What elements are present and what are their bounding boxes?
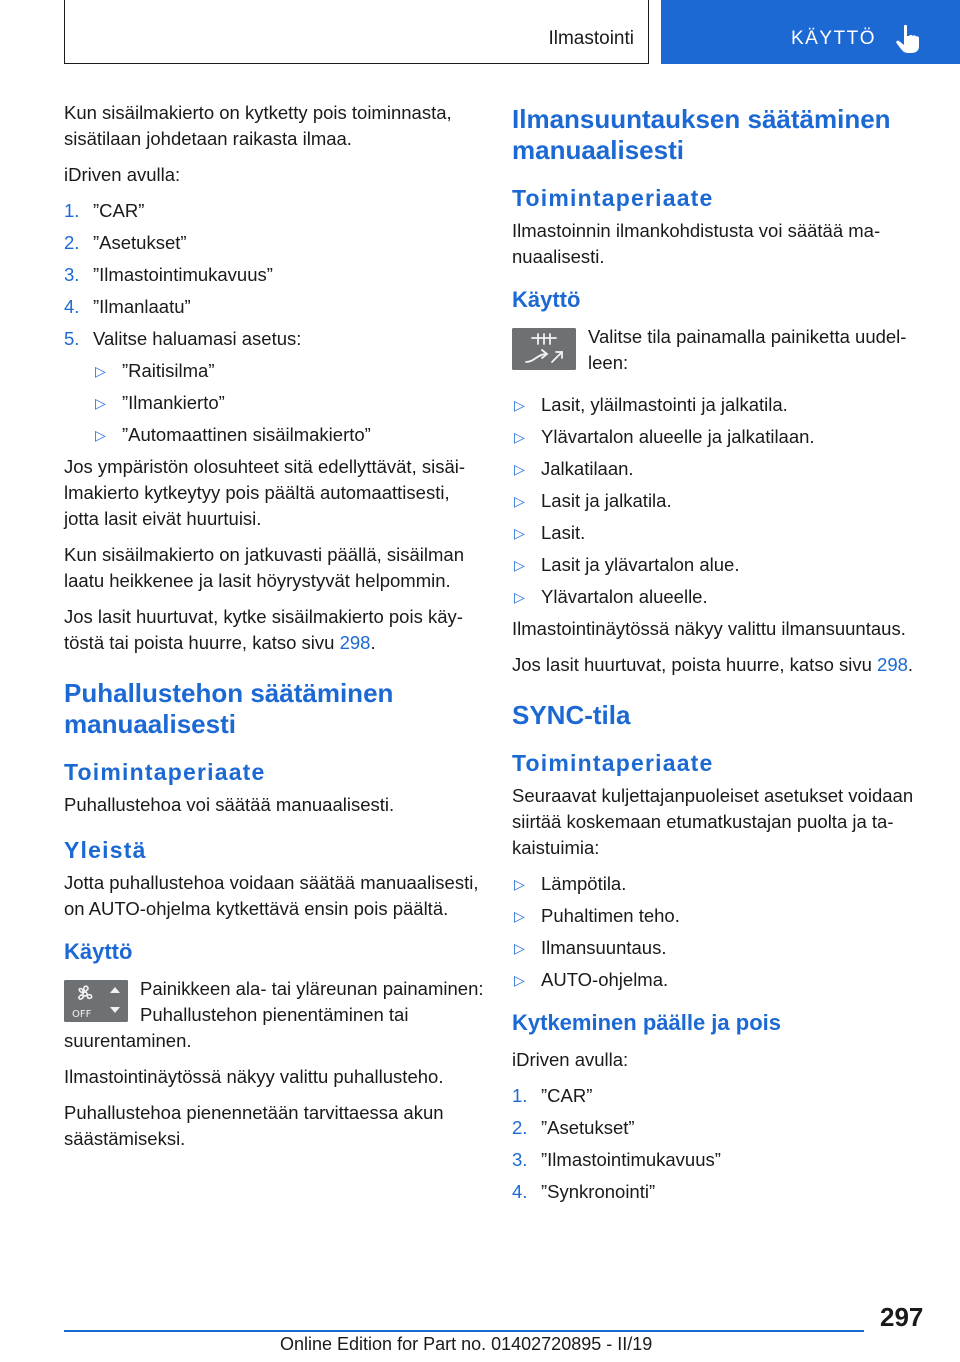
bullet-triangle-icon: ▷ — [514, 557, 525, 573]
svg-text:OFF: OFF — [72, 1009, 92, 1020]
list-item-text: Ylävartalon alueelle ja jalkatilaan. — [541, 426, 815, 447]
bullet-triangle-icon: ▷ — [514, 461, 525, 477]
list-item — [64, 262, 484, 288]
left-column — [64, 100, 484, 1162]
paragraph: Kun sisäilmakierto on kytketty pois toiminnasta, sisätilaan johdetaan raikasta ilmaa. — [64, 102, 452, 149]
air-option-list — [64, 358, 484, 448]
fan-button-icon — [64, 980, 128, 1022]
paragraph: Painikkeen ala- tai yläreunan painaminen: Puhallustehon pienentäminen tai suurentaminen. — [64, 978, 484, 1051]
list-item-text: Lasit ja ylävartalon alue. — [541, 554, 740, 575]
text: . — [370, 632, 376, 653]
page-link[interactable]: 298 — [339, 632, 371, 653]
list-item — [512, 1083, 932, 1109]
subsection-heading: Toimintaperiaate — [64, 759, 266, 785]
step-number: 1. — [64, 200, 80, 221]
text: Jos lasit huurtuvat, kytke sisäilmakierto pois käytöstä tai poista huurre, katso sivu — [64, 606, 463, 653]
list-item — [512, 584, 932, 610]
bullet-triangle-icon: ▷ — [95, 427, 106, 443]
bullet-triangle-icon: ▷ — [95, 395, 106, 411]
idrive-steps-list — [64, 198, 484, 352]
fan-control-row — [64, 976, 484, 1054]
subsection-heading: Käyttö — [512, 287, 581, 312]
step-text: ”Synkronointi” — [541, 1181, 656, 1202]
list-item — [512, 1147, 932, 1173]
list-item — [512, 967, 932, 993]
section-heading: SYNC-tila — [512, 700, 631, 730]
page-link[interactable]: 298 — [877, 654, 908, 675]
step-number: 5. — [64, 328, 80, 349]
bullet-triangle-icon: ▷ — [514, 589, 525, 605]
step-text: ”Ilmanlaatu” — [93, 296, 191, 317]
bullet-triangle-icon: ▷ — [514, 972, 525, 988]
bullet-triangle-icon: ▷ — [514, 908, 525, 924]
list-item-text: Lämpötila. — [541, 873, 627, 894]
list-item — [512, 488, 932, 514]
list-item — [512, 871, 932, 897]
air-mode-list — [512, 392, 932, 610]
list-item-text: Lasit, yläilmastointi ja jalkatila. — [541, 394, 788, 415]
subsection-heading: Kytkeminen päälle ja pois — [512, 1010, 781, 1035]
list-item-text: ”Raitisilma” — [122, 360, 215, 381]
list-item-text: Puhaltimen teho. — [541, 905, 680, 926]
paragraph: Ilmastointinäytössä näkyy valittu puhallusteho. — [64, 1066, 444, 1087]
bullet-triangle-icon: ▷ — [95, 363, 106, 379]
paragraph: Jos ympäristön olosuhteet sitä edellyttävät, sisäilmakierto kytkeytyy pois päältä automaattisesti, jotta lasit eivät huurtuisi. — [64, 456, 466, 529]
list-item-text: Lasit. — [541, 522, 586, 543]
step-number: 2. — [512, 1117, 528, 1138]
paragraph: Jotta puhallustehoa voidaan säätää manuaalisesti, on AUTO-ohjelma kytkettävä ensin pois päältä. — [64, 872, 479, 919]
list-item — [64, 230, 484, 256]
bullet-triangle-icon: ▷ — [514, 525, 525, 541]
header-chapter-title: KÄYTTÖ — [791, 28, 877, 49]
sync-settings-list — [512, 871, 932, 993]
paragraph: iDriven avulla: — [512, 1049, 629, 1070]
subsection-heading: Yleistä — [64, 837, 147, 863]
list-item-text: Ylävartalon alueelle. — [541, 586, 708, 607]
step-number: 3. — [512, 1149, 528, 1170]
list-item — [512, 1179, 932, 1205]
list-item-text: AUTO-ohjelma. — [541, 969, 669, 990]
list-item-text: Lasit ja jalkatila. — [541, 490, 672, 511]
list-item — [93, 390, 484, 416]
step-number: 4. — [512, 1181, 528, 1202]
section-heading: Ilmansuuntauksen säätäminen manuaalisesti — [512, 104, 891, 165]
paragraph: Puhallustehoa pienennetään tarvittaessa akun säästämiseksi. — [64, 1102, 444, 1149]
bullet-triangle-icon: ▷ — [514, 876, 525, 892]
paragraph: iDriven avulla: — [64, 164, 181, 185]
step-number: 3. — [64, 264, 80, 285]
header-section-box — [64, 0, 649, 64]
paragraph: Puhallustehoa voi säätää manuaalisesti. — [64, 794, 395, 815]
air-distribution-row — [512, 324, 932, 386]
page-number: 297 — [880, 1302, 924, 1332]
paragraph: Seuraavat kuljettajanpuoleiset asetukset voidaan siirtää koskemaan etumatkustajan puolta ja takaistuimia: — [512, 785, 914, 858]
step-number: 1. — [512, 1085, 528, 1106]
step-text: ”Asetukset” — [541, 1117, 635, 1138]
section-heading: Puhallustehon säätäminen manuaalisesti — [64, 678, 394, 739]
paragraph — [64, 604, 484, 656]
paragraph: Valitse tila painamalla painiketta uudelleen: — [588, 326, 907, 373]
air-distribution-button-icon — [512, 328, 576, 370]
step-text: ”Ilmastointimukavuus” — [93, 264, 273, 285]
list-item — [512, 903, 932, 929]
footer-divider — [64, 1330, 864, 1332]
list-item-text: ”Automaattinen sisäilmakierto” — [122, 424, 371, 445]
step-text: Valitse haluamasi asetus: — [93, 328, 302, 349]
text: . — [907, 654, 914, 675]
list-item — [512, 935, 932, 961]
pointing-hand-icon — [895, 24, 921, 54]
list-item — [512, 520, 932, 546]
subsection-heading: Käyttö — [64, 939, 133, 964]
list-item — [64, 326, 484, 352]
bullet-triangle-icon: ▷ — [514, 493, 525, 509]
idrive-steps-list — [512, 1083, 932, 1205]
bullet-triangle-icon: ▷ — [514, 397, 525, 413]
list-item — [512, 552, 932, 578]
header-chapter-tab — [661, 0, 960, 64]
list-item — [64, 294, 484, 320]
list-item — [93, 422, 484, 448]
list-item — [512, 424, 932, 450]
list-item — [512, 456, 932, 482]
paragraph: Kun sisäilmakierto on jatkuvasti päällä, sisäilman laatu heikkenee ja lasit höyrystyvät helpommin. — [64, 544, 464, 591]
paragraph: Ilmastoinnin ilmankohdistusta voi säätää manuaalisesti. — [512, 220, 881, 267]
list-item — [512, 392, 932, 418]
list-item — [64, 198, 484, 224]
step-number: 2. — [64, 232, 80, 253]
step-text: ”CAR” — [541, 1085, 593, 1106]
list-item-text: ”Ilmankierto” — [122, 392, 225, 413]
step-number: 4. — [64, 296, 80, 317]
step-text: ”CAR” — [93, 200, 145, 221]
list-item-text: Ilmansuuntaus. — [541, 937, 667, 958]
list-item — [93, 358, 484, 384]
paragraph — [512, 652, 932, 678]
bullet-triangle-icon: ▷ — [514, 940, 525, 956]
paragraph: Ilmastointinäytössä näkyy valittu ilmansuuntaus. — [512, 618, 906, 639]
right-column — [512, 100, 932, 1211]
header-section-title: Ilmastointi — [548, 28, 634, 49]
subsection-heading: Toimintaperiaate — [512, 185, 714, 211]
footer-edition-text: Online Edition for Part no. 01402720895 - II/19 — [280, 1334, 653, 1354]
list-item — [512, 1115, 932, 1141]
step-text: ”Ilmastointimukavuus” — [541, 1149, 721, 1170]
list-item-text: Jalkatilaan. — [541, 458, 634, 479]
subsection-heading: Toimintaperiaate — [512, 750, 714, 776]
bullet-triangle-icon: ▷ — [514, 429, 525, 445]
step-text: ”Asetukset” — [93, 232, 187, 253]
text: Jos lasit huurtuvat, poista huurre, katso sivu — [512, 654, 878, 675]
